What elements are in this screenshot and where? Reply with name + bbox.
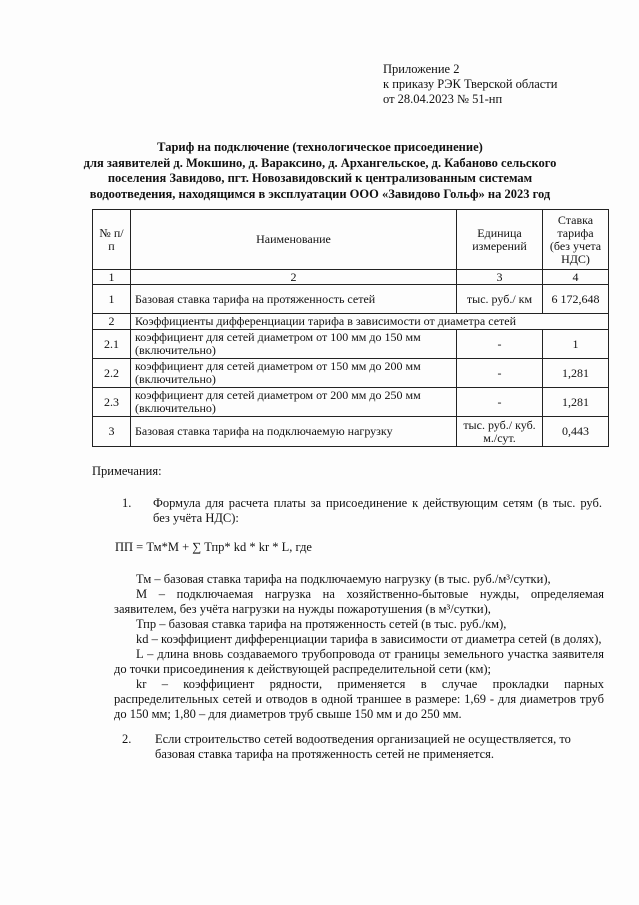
title-line-2: для заявителей д. Мокшино, д. Вараксино, д. Архангельское, д. Кабаново сельского: [83, 155, 557, 170]
row-rate: 1: [543, 330, 609, 359]
title-line-3: поселения Завидово, пгт. Новозавидовский к централизованным системам: [107, 171, 533, 185]
definition-kd: kd – коэффициент дифференциации тарифа в зависимости от диаметра сетей (в долях),: [136, 632, 602, 646]
row-rate: 1,281: [543, 359, 609, 388]
row-num: 3: [93, 417, 131, 447]
index-cell: 1: [93, 270, 131, 285]
row-rate: 0,443: [543, 417, 609, 447]
row-unit: тыс. руб./ км: [457, 285, 543, 314]
row-name: коэффициент для сетей диаметром от 150 мм до 200 мм (включительно): [131, 359, 457, 388]
header-unit: Единица измерений: [457, 210, 543, 270]
tariff-table: [92, 209, 609, 447]
note-item-1-text: Формула для расчета платы за присоединение к действующим сетям (в тыс. руб. без учёта НДС):: [153, 496, 602, 525]
row-num: 1: [93, 285, 131, 314]
title-line-4: водоотведения, находящимся в эксплуатации ООО «Завидово Гольф» на 2023 год: [89, 186, 551, 201]
row-rate: 6 172,648: [543, 285, 609, 314]
formula-definitions: [114, 572, 604, 722]
row-name: коэффициент для сетей диаметром от 100 мм до 150 мм (включительно): [131, 330, 457, 359]
document-title: [40, 140, 600, 202]
definition-l: L – длина вновь создаваемого трубопровода от границы земельного участка заявителя до точки присоединения к действующей распределительной сети (км);: [114, 647, 604, 676]
table-header-row: [93, 210, 609, 270]
header-rate: Ставка тарифа (без учета НДС): [543, 210, 609, 270]
fee-formula: ПП = Тм*М + ∑ Тпр* kd * kr * L, где: [115, 540, 312, 554]
note-item-2-text: Если строительство сетей водоотведения организацией не осуществляется, то базовая ставка тарифа на протяженность сетей не применяется.: [155, 732, 571, 761]
definition-tm: Тм – базовая ставка тарифа на подключаемую нагрузку (в тыс. руб./м³/сутки),: [136, 572, 551, 586]
definition-m: М – подключаемая нагрузка на хозяйственно-бытовые нужды, определяемая заявителем, без учёта нагрузки на нужды пожаротушения (в м³/сутки),: [114, 587, 604, 616]
appendix-line-3: от 28.04.2023 № 51-нп: [383, 92, 503, 106]
row-num: 2: [93, 314, 131, 330]
table-row: [93, 285, 609, 314]
row-name: Коэффициенты дифференциации тарифа в зависимости от диаметра сетей: [131, 314, 609, 330]
appendix-line-1: Приложение 2: [383, 62, 460, 76]
row-unit: -: [457, 359, 543, 388]
notes-title: Примечания:: [92, 464, 162, 478]
index-cell: 4: [543, 270, 609, 285]
title-line-1: Тариф на подключение (технологическое присоединение): [157, 140, 483, 154]
note-item-2: [122, 732, 602, 762]
header-name: Наименование: [131, 210, 457, 270]
row-num: 2.1: [93, 330, 131, 359]
note-item-1-number: 1.: [122, 496, 132, 510]
appendix-reference: [383, 62, 557, 107]
row-num: 2.2: [93, 359, 131, 388]
table-index-row: [93, 270, 609, 285]
table-row: [93, 359, 609, 388]
row-name: коэффициент для сетей диаметром от 200 мм до 250 мм (включительно): [131, 388, 457, 417]
index-cell: 3: [457, 270, 543, 285]
definition-tpr: Тпр – базовая ставка тарифа на протяженность сетей (в тыс. руб./км),: [136, 617, 507, 631]
table-row: [93, 314, 609, 330]
table-row: [93, 388, 609, 417]
table-row: [93, 417, 609, 447]
row-num: 2.3: [93, 388, 131, 417]
header-num: № п/п: [93, 210, 131, 270]
note-item-1: [122, 496, 602, 526]
row-unit: тыс. руб./ куб. м./сут.: [457, 417, 543, 447]
appendix-line-2: к приказу РЭК Тверской области: [383, 77, 558, 91]
row-unit: -: [457, 330, 543, 359]
note-item-2-number: 2.: [122, 732, 132, 746]
table-row: [93, 330, 609, 359]
row-name: Базовая ставка тарифа на протяженность сетей: [131, 285, 457, 314]
index-cell: 2: [131, 270, 457, 285]
definition-kr: kr – коэффициент рядности, применяется в случае прокладки парных распределительных сетей и отводов в одной траншее в размере: 1,69 - для диаметров труб до 150 мм; 1,80 – для диаметров труб свыше 150 мм и до 250 мм.: [114, 677, 604, 721]
row-name: Базовая ставка тарифа на подключаемую нагрузку: [131, 417, 457, 447]
row-unit: -: [457, 388, 543, 417]
row-rate: 1,281: [543, 388, 609, 417]
